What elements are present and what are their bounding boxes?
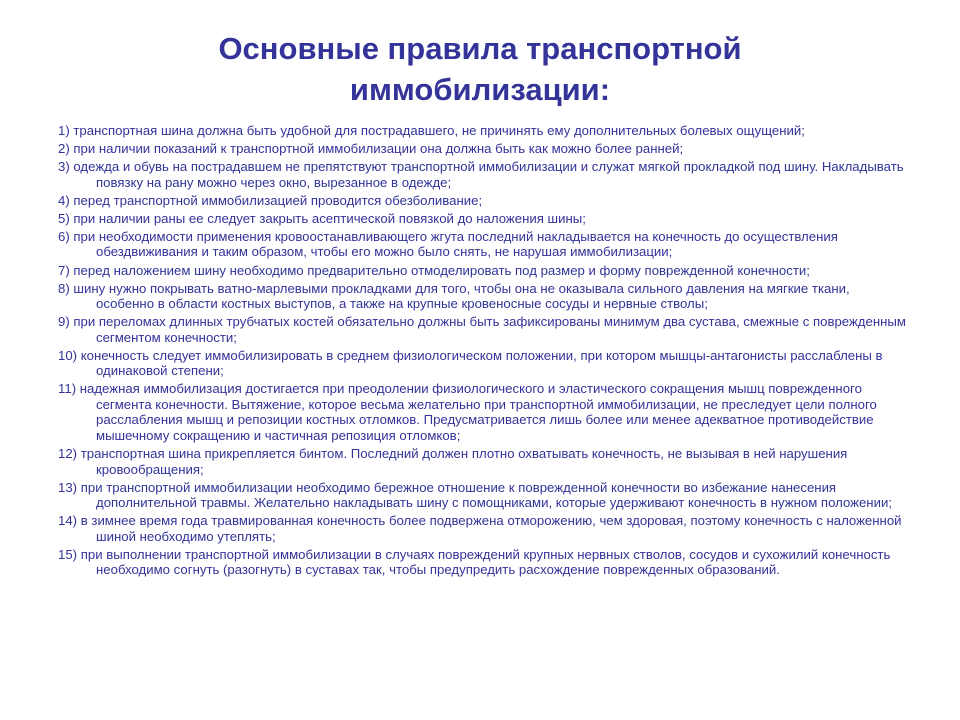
rule-item: 7) перед наложением шину необходимо предварительно отмоделировать под размер и форму поврежденной конечности; [58, 262, 810, 278]
rule-item: 12) транспортная шина прикрепляется бинтом. Последний должен плотно охватывать конечность, не вызывая в ней нарушения кровообращения; [58, 446, 848, 477]
rule-item: 14) в зимнее время года травмированная конечность более подвержена отморожению, чем здоровая, поэтому конечность с наложенной шиной необходимо утеплять; [58, 513, 902, 544]
rule-item: 4) перед транспортной иммобилизацией проводится обезболивание; [58, 192, 483, 208]
slide-title: Основные правила транспортной иммобилизации: [218, 31, 742, 107]
rule-item: 6) при необходимости применения кровоостанавливающего жгута последний накладывается на конечность до осуществления обездвиживания и таким образом, чтобы его можно было снять, не нарушая иммобилизации; [58, 228, 838, 260]
rule-item: 11) надежная иммобилизация достигается при преодолении физиологического и эластического сокращения мышц поврежденного сегмента конечности. Вытяжение, которое весьма желательно при транспортной иммобилизации, не преследует цели полного расслабления мышц и репозиции костных отломков. Предусматривается лишь более или менее адекватное противодействие мышечному сокращению и частичная репозиция отломков; [58, 381, 877, 443]
rule-item: 10) конечность следует иммобилизировать в среднем физиологическом положении, при котором мышцы-антагонисты расслаблены в одинаковой степени; [58, 347, 883, 379]
rule-item: 8) шину нужно покрывать ватно-марлевыми прокладками для того, чтобы она не оказывала сильного давления на мягкие ткани, особенно в области костных выступов, а также на крупные кровеносные сосуды и нервные стволы; [58, 280, 850, 312]
rule-item: 15) при выполнении транспортной иммобилизации в случаях повреждений крупных нервных стволов, сосудов и сухожилий конечность необходимо согнуть (разогнуть) в суставах так, чтобы предупредить расхождение поврежденных образований. [58, 546, 891, 578]
rule-item: 2) при наличии показаний к транспортной иммобилизации она должна быть как можно более ранней; [58, 141, 684, 157]
rule-item: 3) одежда и обувь на пострадавшем не препятствуют транспортной иммобилизации и служат мягкой прокладкой под шину. Накладывать повязку на рану можно через окно, вырезанное в одежде; [58, 159, 904, 190]
rule-item: 13) при транспортной иммобилизации необходимо бережное отношение к поврежденной конечности во избежание нанесения дополнительной травмы. Желательно накладывать шину с помощниками, которые удерживают конечность в нужном положении; [58, 479, 892, 511]
rule-item: 5) при наличии раны ее следует закрыть асептической повязкой до наложения шины; [58, 210, 586, 226]
rules-list [58, 123, 908, 580]
rule-item: 9) при переломах длинных трубчатых костей обязательно должны быть зафиксированы минимум два сустава, смежные с поврежденным сегментом конечности; [58, 314, 906, 345]
rule-item: 1) транспортная шина должна быть удобной для пострадавшего, не причинять ему дополнительных болевых ощущений; [58, 123, 805, 138]
